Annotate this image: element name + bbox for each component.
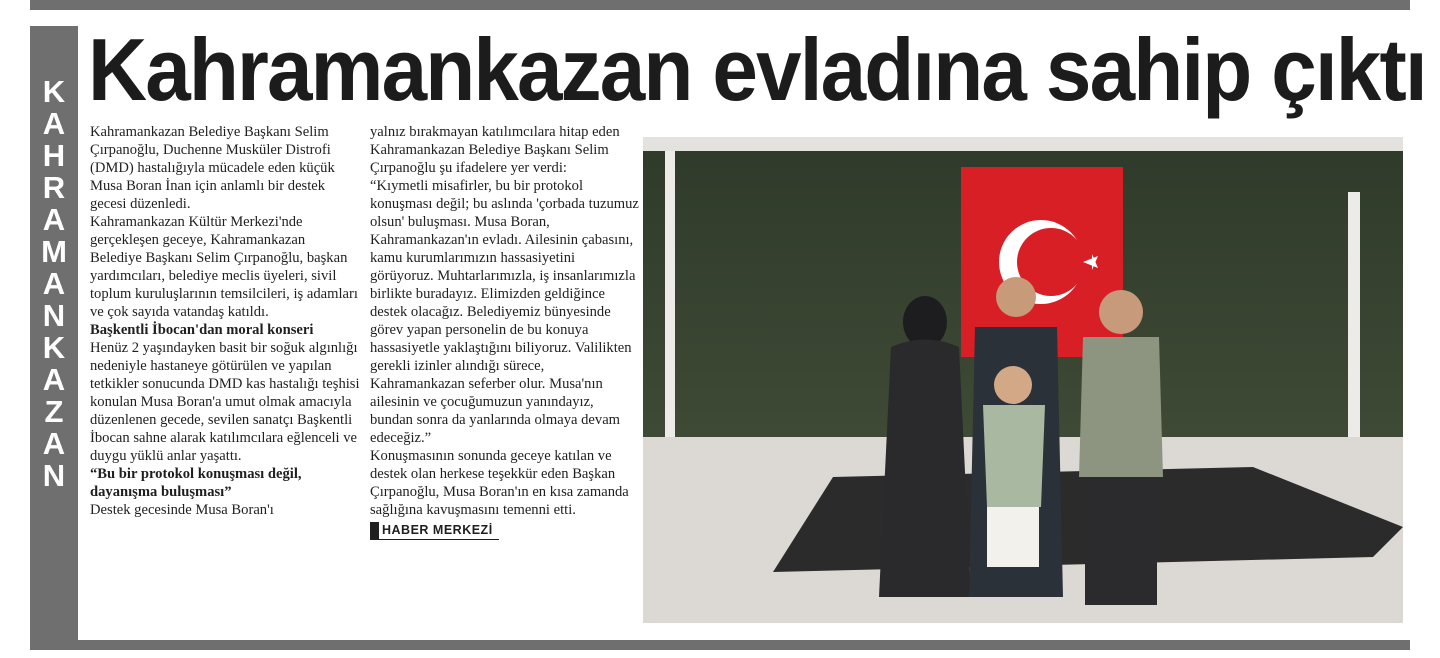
section-label-vertical (30, 76, 78, 492)
paragraph: “Kıymetli misafirler, bu bir protokol konuşması değil; bu aslında 'çorbada tuzumuz olsun' buluşması. Musa Boran, Kahramankazan'ın evladı. Ailesinin çabasını, kamu kurumlarımızın hassasiyetini görüyoruz. Muhtarlarımızla, iş insanlarımızla birlikte buradayız. Elimizden geldiğince destek olacağız. Belediyemiz bünyesinde görev yapan personelin de bu konuya hassasiyetle yaklaştığını biliyoruz. Valilikten gerekli izinler alındığı sürece, Kahramankazan seferber olur. Musa'nın ailesinin ve çocuğumuzun yanındayız, bundan sonra da yanlarında olmaya devam edeceğiz.” (370, 178, 639, 446)
news-photo (643, 137, 1403, 623)
paragraph: yalnız bırakmayan katılımcılara hitap eden Kahramankazan Belediye Başkanı Selim Çırpanoğlu şu ifadelere yer verdi: (370, 124, 620, 176)
bottom-rule (30, 640, 1410, 650)
article-column-1 (90, 123, 360, 519)
section-letter: H (42, 138, 66, 173)
section-letter: A (42, 266, 66, 301)
section-letter: A (42, 362, 66, 397)
paragraph: Kahramankazan Belediye Başkanı Selim Çırpanoğlu, Duchenne Musküler Distrofi (DMD) hastalığıyla mücadele eden küçük Musa Boran İnan için anlamlı bir destek gecesi düzenledi. (90, 124, 335, 212)
article-column-2 (370, 123, 640, 540)
paragraph: Destek gecesinde Musa Boran'ı (90, 502, 274, 518)
section-letter: Z (44, 394, 64, 429)
section-letter: A (42, 202, 66, 237)
section-letter: R (42, 170, 66, 205)
section-letter: A (42, 106, 66, 141)
section-letter: M (41, 234, 67, 269)
section-letter: N (42, 298, 66, 333)
subheading: Başkentli İbocan'dan moral konseri (90, 322, 314, 338)
section-letter: N (42, 458, 66, 493)
section-letter: A (42, 426, 66, 461)
section-letter: K (42, 74, 66, 109)
paragraph: Henüz 2 yaşındayken basit bir soğuk algınlığı nedeniyle hastaneye götürülen ve yapılan tetkikler sonucunda DMD kas hastalığı teşhisi konulan Musa Boran'a umut olmak amacıyla düzenlenen gecede, sevilen sanatçı Başkentli İbocan sahne alarak katılımcılara eğlenceli ve duygu yüklü anlar yaşattı. (90, 340, 360, 464)
section-letter: K (42, 330, 66, 365)
byline: HABER MERKEZİ (370, 522, 499, 540)
paragraph: Kahramankazan Kültür Merkezi'nde gerçekleşen geceye, Kahramankazan Belediye Başkanı Selim Çırpanoğlu, başkan yardımcıları, belediye meclis üyeleri, sivil toplum kuruluşlarının temsilcileri, iş adamları ve çok sayıda vatandaş katıldı. (90, 214, 358, 320)
paragraph: Konuşmasının sonunda geceye katılan ve destek olan herkese teşekkür eden Başkan Çırpanoğlu, Musa Boran'ın en kısa zamanda sağlığına kavuşmasını temenni etti. (370, 448, 629, 518)
top-rule (30, 0, 1410, 10)
headline: Kahramankazan evladına sahip çıktı (88, 20, 1426, 119)
subheading: “Bu bir protokol konuşması değil, dayanışma buluşması” (90, 466, 302, 500)
person-man-right (1079, 290, 1163, 605)
